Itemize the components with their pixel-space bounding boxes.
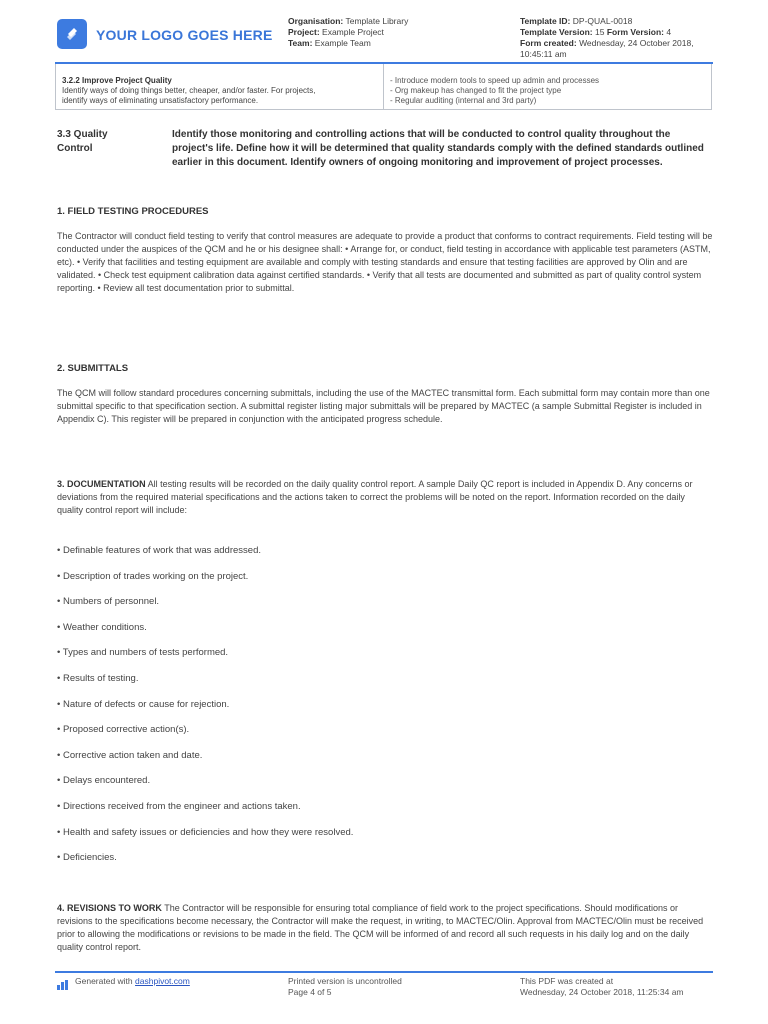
form-version-label: Form Version: [606, 27, 664, 37]
improve-quality-actions [390, 76, 710, 106]
improve-quality-line-1: Identify ways of doing things better, cheaper, and/or faster. For projects, [62, 86, 316, 95]
improve-quality-box [55, 64, 712, 110]
list-item: • Results of testing. [57, 672, 139, 684]
documentation-body: All testing results will be recorded on the daily quality control report. A sample Daily QC report is included in Appendix D. Any concerns or deviations from the required material specifications and the actions taken to correct the problems will be noted on the report. Information recorded on the daily quality control report will include: [57, 479, 693, 515]
submittals-title: 2. SUBMITTALS [57, 363, 129, 374]
form-version-value: 4 [666, 27, 672, 37]
documentation-list [57, 545, 657, 878]
footer-page-info [288, 976, 402, 998]
created-value: Wednesday, 24 October 2018, 11:25:34 am [520, 987, 684, 997]
template-version-value: 15 [594, 27, 605, 37]
improve-action-item: - Regular auditing (internal and 3rd party) [390, 96, 537, 105]
list-item: • Health and safety issues or deficiencies and how they were resolved. [57, 826, 354, 838]
organisation-label: Organisation: [288, 16, 344, 26]
quality-control-label-line-1: 3.3 Quality [57, 129, 108, 140]
revisions-title: 4. REVISIONS TO WORK [57, 903, 162, 913]
header-meta-org [288, 16, 498, 49]
list-item: • Corrective action taken and date. [57, 749, 203, 761]
organisation-value: Template Library [345, 16, 409, 26]
printed-note: Printed version is uncontrolled [288, 976, 402, 986]
submittals-body: The QCM will follow standard procedures concerning submittals, including the use of the MACTEC transmittal form. Each submittal form may contain more than one submittal specific to that specification section. A submittal register listing major submittals will be prepared by MACTEC (a sample Submittal Register is included in Appendix C). This register will be prepared in conjunction with the anticipated progress schedule. [57, 388, 710, 424]
improve-quality-description [56, 64, 384, 109]
template-version-label: Template Version: [520, 27, 593, 37]
improve-quality-line-2: identify ways of eliminating unsatisfactory performance. [62, 96, 259, 105]
project-value: Example Project [322, 27, 384, 37]
logo-mark-icon [57, 19, 87, 49]
revisions-body: The Contractor will be responsible for ensuring total compliance of field work to the project specifications. Should modifications or revisions to the specifications become necessary, the Contractor will make the request, in writing, to MACTEC/Olin. Approval from MACTEC/Olin must be received prior to allowing the modifications or revisions to be made in the field. The QCM will be informed of and record all such requests in his daily log and on the daily quality control report. [57, 903, 704, 952]
template-id-label: Template ID: [520, 16, 571, 26]
improve-action-item: - Introduce modern tools to speed up admin and processes [390, 76, 600, 85]
list-item: • Deficiencies. [57, 852, 117, 864]
list-item: • Definable features of work that was addressed. [57, 545, 261, 556]
team-label: Team: [288, 38, 313, 48]
list-item: • Delays encountered. [57, 775, 151, 787]
revisions-paragraph [57, 902, 713, 954]
field-testing-body: The Contractor will conduct field testing to verify that control measures are adequate to provide a product that conforms to contract requirements. Field testing will be conducted under the auspices of the QCM and he or his designee shall: • Arrange for, or conduct, field testing in accordance with applicable test parameters (ASTM, etc). • Verify that facilities and testing equipment are available and comply with testing standards and ensure that testing facilities are approved by Olin and are validated. • Check test equipment calibration data against certified standards. • Verify that all tests are documented and submitted as part of quality control system reporting. • Review all test documentation prior to submittal. [57, 231, 713, 293]
form-created-value-1: Wednesday, 24 October 2018, [579, 38, 694, 48]
list-item: • Proposed corrective action(s). [57, 724, 190, 736]
page-number: Page 4 of 5 [288, 987, 332, 997]
list-item: • Weather conditions. [57, 621, 147, 633]
improve-action-item: - Org makeup has changed to fit the project type [390, 86, 562, 95]
documentation-paragraph [57, 478, 713, 517]
header-meta-template [520, 16, 710, 60]
team-value: Example Team [314, 38, 371, 48]
documentation-title: 3. DOCUMENTATION [57, 479, 146, 489]
form-created-value-2: 10:45:11 am [520, 49, 567, 59]
project-label: Project: [288, 27, 320, 37]
logo-text: YOUR LOGO GOES HERE [96, 27, 273, 43]
dashpivot-link[interactable]: dashpivot.com [135, 976, 190, 986]
created-note: This PDF was created at [520, 976, 614, 986]
quality-control-description: Identify those monitoring and controlling actions that will be conducted to control quality throughout the project's life. Define how it will be determined that quality standards comply with the defined standards outlined earlier in this document. Identify owners of ongoing monitoring and improvement of project processes. [172, 129, 704, 168]
page-header [0, 0, 768, 60]
list-item: • Directions received from the engineer and actions taken. [57, 800, 301, 812]
footer-created [520, 976, 684, 998]
improve-quality-title: 3.2.2 Improve Project Quality [62, 76, 172, 85]
generated-label: Generated with [75, 976, 133, 986]
list-item: • Description of trades working on the project. [57, 570, 249, 582]
quality-control-label-line-2: Control [57, 143, 93, 154]
field-testing-title: 1. FIELD TESTING PROCEDURES [57, 206, 209, 217]
list-item: • Nature of defects or cause for rejection. [57, 698, 230, 710]
list-item: • Numbers of personnel. [57, 596, 160, 608]
list-item: • Types and numbers of tests performed. [57, 647, 229, 659]
bar-chart-icon [57, 977, 71, 995]
footer-divider [55, 971, 713, 973]
quality-control-label [57, 128, 157, 156]
template-id-value: DP-QUAL-0018 [572, 16, 633, 26]
footer-generated [75, 976, 190, 987]
form-created-label: Form created: [520, 38, 577, 48]
